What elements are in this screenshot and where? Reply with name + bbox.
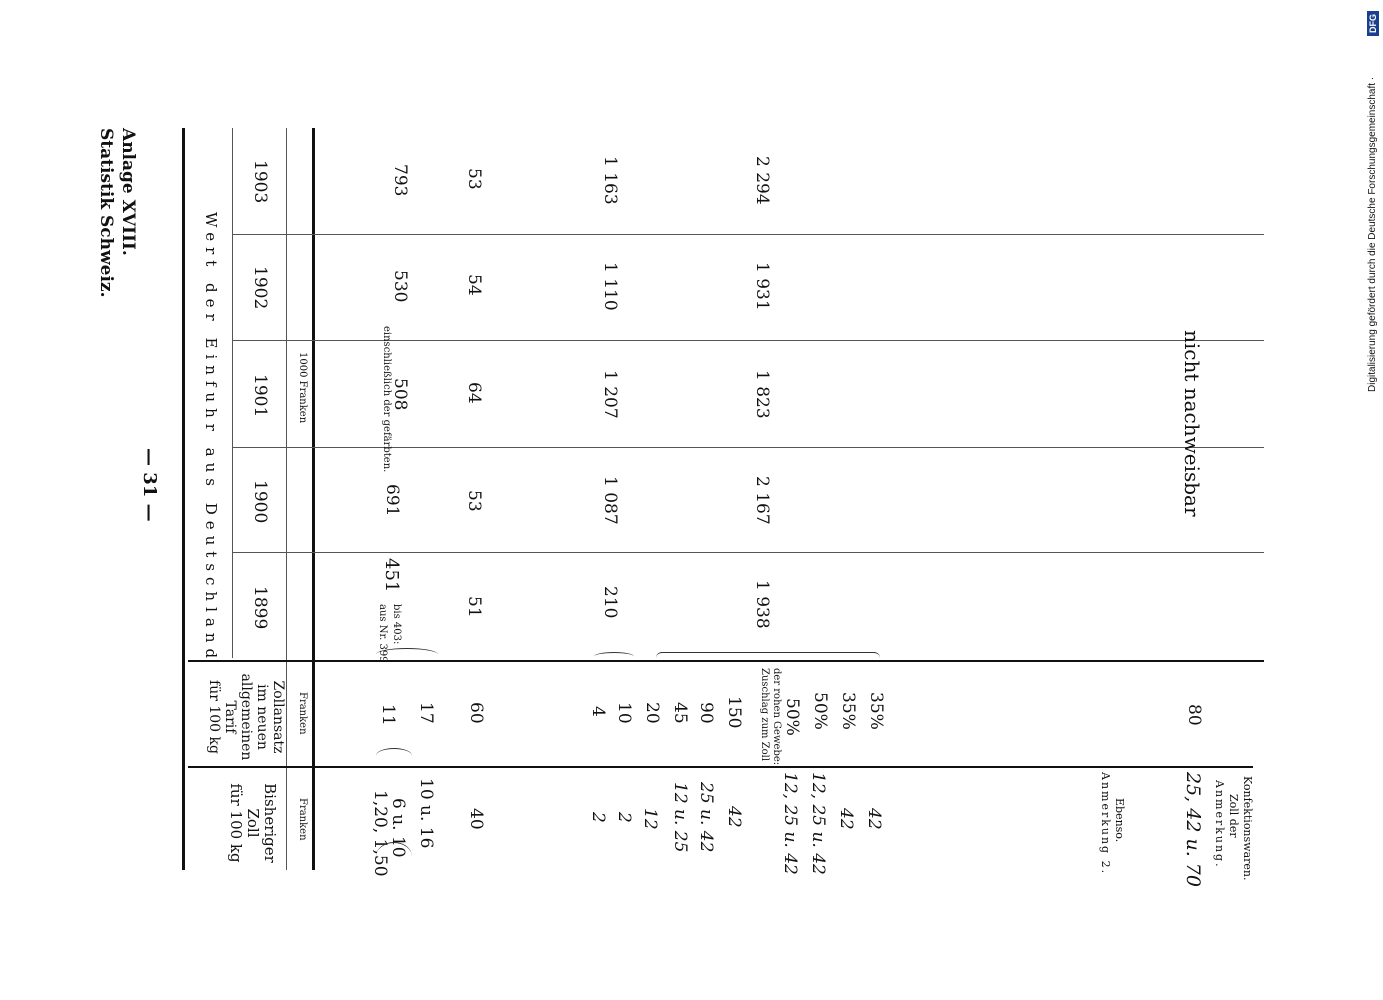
value-row3-1899: 210 — [600, 586, 620, 619]
year-1901: 1901 — [250, 374, 270, 418]
note-line2: Konfektionswaren. — [1241, 776, 1254, 881]
import-value-unit: 1000 Franken — [297, 352, 308, 424]
digitization-note: Digitalisierung gefördert durch die Deutsche Forschungsgemeinschaft · — [1367, 76, 1378, 392]
value-row4-1903: 2 294 — [752, 156, 772, 205]
new-duty-r3-1: 10 — [614, 702, 634, 724]
brace-r1-new — [376, 748, 412, 763]
year-1902: 1902 — [250, 266, 270, 310]
column-divider-old-new — [188, 766, 1253, 768]
year-divider-4 — [232, 234, 1264, 235]
new-duty-r3-5: 150 — [724, 696, 744, 729]
value-row1-1901: 508 — [390, 378, 410, 411]
new-duty-r3-0: 4 — [588, 706, 608, 717]
brace-r4-values — [656, 652, 880, 661]
old-duty-r3-5: 42 — [724, 806, 744, 828]
old-duty-r3-3: 12 u. 25 — [670, 782, 690, 853]
old-duty-r2: 40 — [466, 808, 486, 830]
year-1899: 1899 — [250, 586, 270, 630]
note-1901: einschließlich der gefärbten. — [381, 326, 392, 473]
value-row1-1902: 530 — [390, 270, 410, 303]
unit-row-rule — [286, 128, 287, 870]
value-row1-1903: 793 — [390, 164, 410, 197]
surcharge-line1: Zuschlag zum Zoll — [759, 668, 770, 762]
value-row4-1900: 2 167 — [752, 476, 772, 525]
new-duty-unit: Franken — [297, 692, 308, 735]
old-duty-r4-2: 42 — [836, 808, 856, 830]
value-row2-1902: 54 — [464, 274, 484, 296]
value-row3-1903: 1 163 — [600, 156, 620, 205]
page-heading-1: Anlage XVIII. — [118, 128, 138, 256]
value-row2-1899: 51 — [464, 596, 484, 618]
new-duty-r4-1: 50% — [810, 692, 830, 730]
new-duty-r4-0: 50% — [782, 698, 802, 736]
old-duty-r3-0: 2 — [588, 812, 608, 823]
note2-title: Anmerkung 2. — [1099, 772, 1112, 876]
value-row2-1903: 53 — [464, 168, 484, 190]
header-bottom-rule — [312, 128, 315, 870]
old-duty-unit: Franken — [297, 798, 308, 841]
surcharge-line2: der rohen Gewebe: — [771, 668, 782, 766]
new-duty-r1a: 11 — [378, 704, 398, 726]
old-duty-r4-1: 12, 25 u. 42 — [808, 772, 828, 875]
value-row3-1902: 1 110 — [600, 262, 620, 311]
old-duty-r1b: 6 u. 10 — [388, 798, 408, 858]
value-row4-1901: 1 823 — [752, 370, 772, 419]
value-row4-1899: 1 938 — [752, 580, 772, 629]
note-line1: Zoll der — [1227, 794, 1240, 838]
old-duty-r3-1: 2 — [614, 812, 634, 823]
note-1899-b: bis 403: — [391, 604, 402, 645]
year-1903: 1903 — [250, 160, 270, 204]
import-value-group-header: Wert der Einfuhr aus Deutschland — [202, 212, 220, 665]
value-row3-1900: 1 087 — [600, 476, 620, 525]
new-duty-r4-3: 35% — [866, 692, 886, 730]
value-row2-1900: 53 — [464, 490, 484, 512]
value-row1-1900: 691 — [382, 484, 402, 517]
old-duty-r1c: 10 u. 16 — [416, 778, 436, 849]
note-title: Anmerkung. — [1213, 780, 1226, 869]
old-duty-r1a: 1,20, 1,50 — [370, 790, 390, 877]
year-header-rule — [232, 128, 233, 658]
page-number: — 31 — — [139, 448, 160, 522]
old-duty-r4-3: 42 — [864, 808, 884, 830]
new-duty-r2: 60 — [466, 702, 486, 724]
new-duty-r4-2: 35% — [838, 692, 858, 730]
brace-r3-values — [594, 652, 634, 661]
old-duty-r3-4: 25 u. 42 — [696, 782, 716, 853]
table-top-rule — [182, 128, 185, 870]
dfg-logo: DFG — [1367, 11, 1379, 36]
value-row1-1899: 451 — [381, 558, 402, 593]
value-row2-1901: 64 — [464, 382, 484, 404]
brace-r1-old — [376, 842, 412, 871]
year-divider-1 — [232, 552, 1264, 553]
value-row5-not-available: nicht nachweisbar — [1180, 330, 1204, 517]
value-row4-1902: 1 931 — [752, 262, 772, 311]
year-1900: 1900 — [250, 480, 270, 524]
note2-text: Ebenso. — [1113, 798, 1126, 843]
new-duty-r3-3: 45 — [670, 702, 690, 724]
new-duty-r3-4: 90 — [696, 702, 716, 724]
new-duty-header: Zollansatz im neuen allgemeinen Tarif für 100 kg — [206, 673, 286, 761]
value-row3-1901: 1 207 — [600, 370, 620, 419]
note-1899-a: aus Nr. 399 — [377, 604, 388, 663]
old-duty-header: Bisheriger Zoll für 100 kg — [227, 783, 279, 863]
new-duty-r3-2: 20 — [642, 702, 662, 724]
old-duty-r5: 25, 42 u. 70 — [1182, 772, 1204, 887]
new-duty-r1b: 17 — [416, 702, 436, 724]
new-duty-r5-value: 80 — [1184, 704, 1204, 726]
old-duty-r4-0: 12, 25 u. 42 — [780, 772, 800, 875]
old-duty-r3-2: 12 — [640, 808, 660, 830]
page-heading-2: Statistik Schweiz. — [96, 128, 116, 298]
